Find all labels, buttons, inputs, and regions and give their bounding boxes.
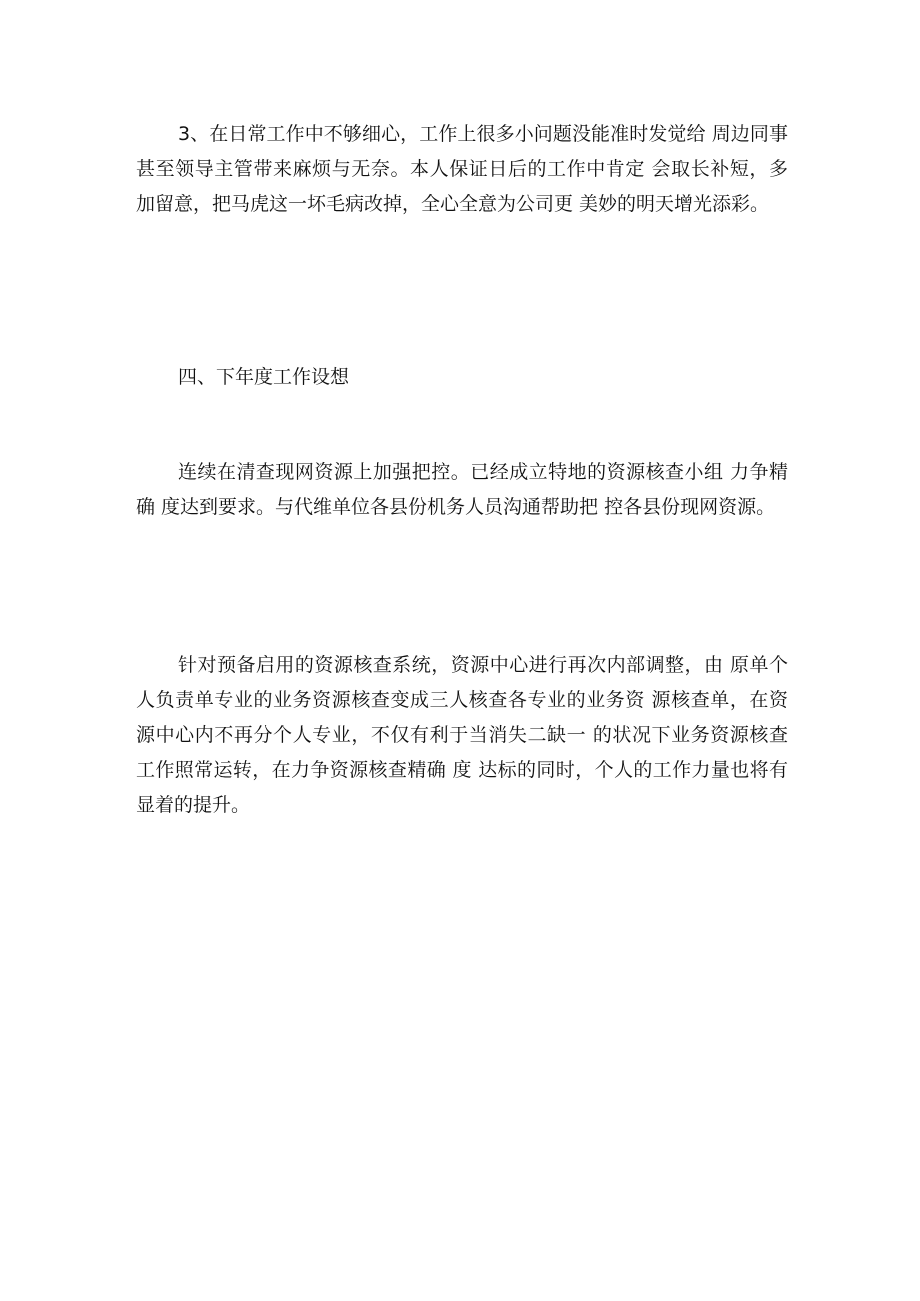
paragraph-attentiveness: 3、在日常工作中不够细心，工作上很多小问题没能准时发觉给 周边同事甚至领导主管带来麻烦与无奈。本人保证日后的工作中肯定 会取长补短，多加留意，把马虎这一坏毛病改掉，全心全意为公司更 美妙的明天增光添彩。 bbox=[136, 123, 788, 215]
paragraph-resource-control: 连续在清查现网资源上加强把控。已经成立特地的资源核查小组 力争精确 度达到要求。与代维单位各县份机务人员沟通帮助把 控各县份现网资源。 bbox=[136, 461, 788, 518]
section-heading-next-year-plan: 四、下年度工作设想 bbox=[178, 366, 350, 388]
paragraph-resource-check-system: 针对预备启用的资源核查系统，资源中心进行再次内部调整，由 原单个人负责单专业的业务资源核查变成三人核查各专业的业务资 源核查单，在资源中心内不再分个人专业，不仅有利于当消失二缺一 的状况下业务资源核查工作照常运转，在力争资源核查精确 度 达标的同时，个人的工作力量也将有显着的提升。 bbox=[136, 654, 788, 816]
